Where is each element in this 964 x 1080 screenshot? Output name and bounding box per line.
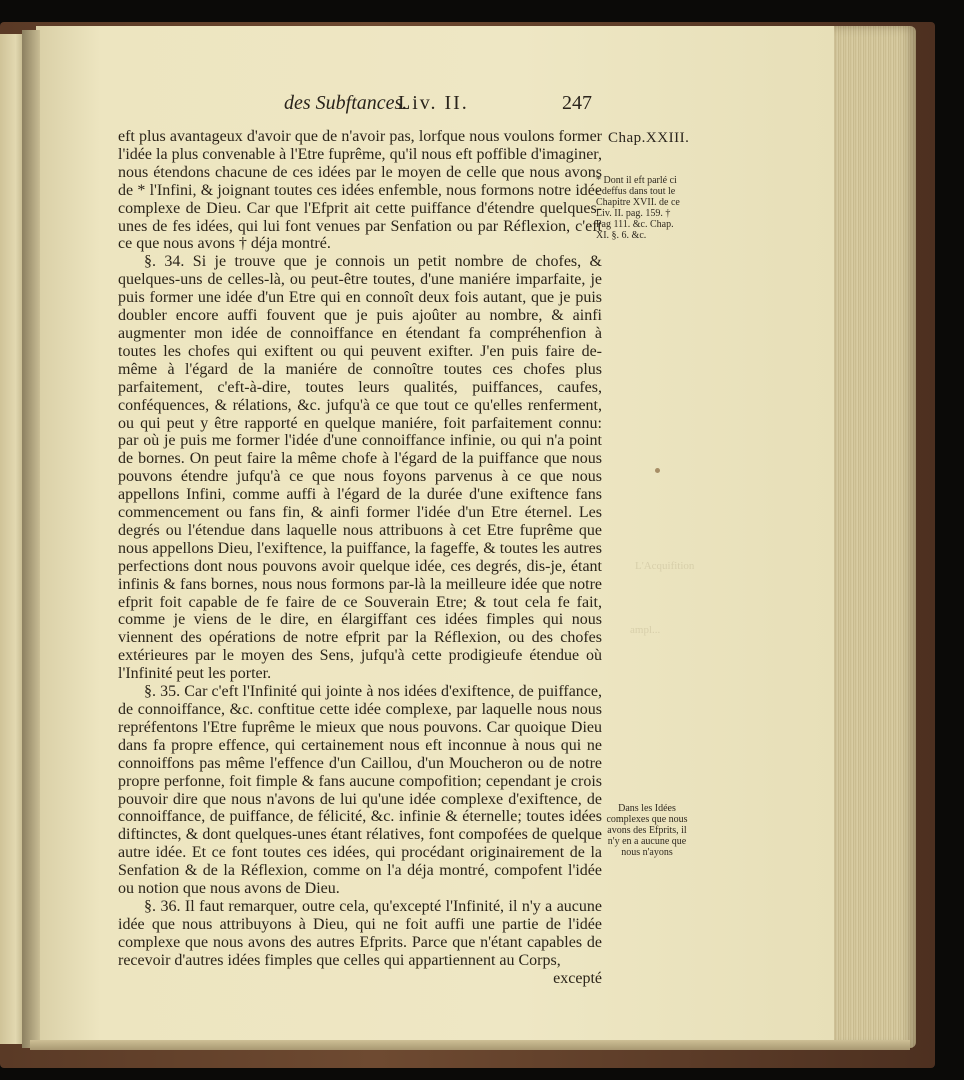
margin-note-reference: * Dont il eft parlé ci - deffus dans tout le Chapitre XVII. de ce Liv. II. pag. 159. † Pag 111. &c. Chap. XI. §. 6. &c. (596, 175, 680, 241)
paragraph-section-34: §. 34. Si je trouve que je connois un petit nombre de chofes, & quelques-uns de celles-là, ou peut-être toutes, d'une maniére imparfaite, je puis former une idée d'un Etre qui en connoît deux fois autant, que je puis doubler encore auffi fouvent que je puis ajoûter au nombre, & ainfi augmenter mon idée de connoiffance en étendant fa compréhenfion à toutes les chofes qui exiftent ou qui peuvent exifter. J'en puis faire de-même à l'égard de la maniére de connoître toutes ces chofes plus parfaitement, c'eft-à-dire, toutes leurs qualités, puiffances, caufes, conféquences, & rélations, &c. jufqu'à ce que tout ce qu'elles renferment, ou qui peut y être rapporté en quelque maniére, foit parfaitement connu: par où je puis me former l'idée d'une connoiffance infinie, ou qui n'a point de bornes. On peut faire la même chofe à l'égard de la puiffance que nous pouvons étendre jufqu'à ce que nous foyons parvenus à ce que nous appellons Infini, comme auffi à l'égard de la durée d'une exiftence fans commencement ou fans fin, & ainfi former l'idée d'un Etre éternel. Les degrés ou l'étendue dans laquelle nous attribuons à cet Etre fuprême que nous appellons Dieu, l'exiftence, la puiffance, la fageffe, & toutes les autres perfections dont nous pouvons avoir quelque idée, ces degrés, dis-je, étant infinis & fans bornes, nous nous formons par-là la meilleure idée que notre efprit foit capable de fe faire de ce Souverain Etre; & tout cela fe fait, comme je viens de le dire, en élargiffant ces idées fimples qui nous viennent des opérations de notre efprit par la Réflexion, ou des chofes extérieures par le moyen des Sens, jufqu'à cette prodigieufe étendue où l'Infinité peut les porter. (118, 253, 602, 683)
running-header (0, 92, 964, 122)
page-edges (834, 26, 916, 1048)
page-number: 247 (562, 92, 592, 114)
paragraph-section-35: §. 35. Car c'eft l'Infinité qui jointe à nos idées d'exiftence, de puiffance, de connoiffance, &c. conftitue cette idée complexe, par laquelle nous nous repréfentons l'Etre fuprême le mieux que nous pouvons. Car quoique Dieu dans fa propre effence, qui certainement nous eft inconnue à nous qui ne connoiffons pas même l'effence d'un Caillou, d'un Moucheron ou de notre propre perfonne, foit fimple & fans aucune compofition; cependant je crois pouvoir dire que nous n'avons de lui qu'une idée complexe d'exiftence, de connoiffance, de puiffance, de félicité, &c. infinie & éternelle; toutes idées diftinctes, & dont quelques-unes étant rélatives, font compofées de quelque autre idée. Et ce font toutes ces idées, qui procédant originairement de la Senfation & de la Réflexion, comme on l'a déja montré, compofent l'idée ou notion que nous avons de Dieu. (118, 683, 602, 898)
show-through-text: ampl... (630, 624, 661, 636)
bottom-page-edge (30, 1040, 910, 1050)
show-through-text: L'Acquifition (635, 560, 695, 572)
margin-chapter: Chap.XXIII. (608, 130, 690, 146)
header-book: Liv. II. (398, 92, 469, 114)
header-title: des Subftances. (284, 92, 408, 114)
catchword: excepté (553, 969, 602, 987)
paragraph-continuation: eft plus avantageux d'avoir que de n'avoir pas, lorfque nous voulons former l'idée la plus convenable à l'Etre fuprême, qu'il nous eft poffible d'imaginer, nous étendons chacune de ces idées par le moyen de celle que nous avons de * l'Infini, & joignant toutes ces idées enfemble, nous formons notre idée complexe de Dieu. Car que l'Efprit ait cette puiffance d'étendre quelques-unes de fes idées, qui lui font venues par Senfation ou par Réflexion, c'eft ce que nous avons † déja montré. (118, 128, 602, 253)
body-text (118, 128, 602, 988)
paragraph-section-36: §. 36. Il faut remarquer, outre cela, qu'excepté l'Infinité, il n'y a aucune idée que nous attribuyons à Dieu, qui ne foit auffi une partie de l'idée complexe que nous avons des autres Efprits. Parce que n'étant capables de recevoir d'autres idées fimples que celles qui appartiennent au Corps, (118, 897, 602, 969)
ink-smudge (655, 468, 660, 473)
margin-note-ideas: Dans les Idées complexes que nous avons des Efprits, il n'y en a aucune que nous n'ayons (606, 803, 688, 858)
book-gutter (22, 30, 40, 1048)
